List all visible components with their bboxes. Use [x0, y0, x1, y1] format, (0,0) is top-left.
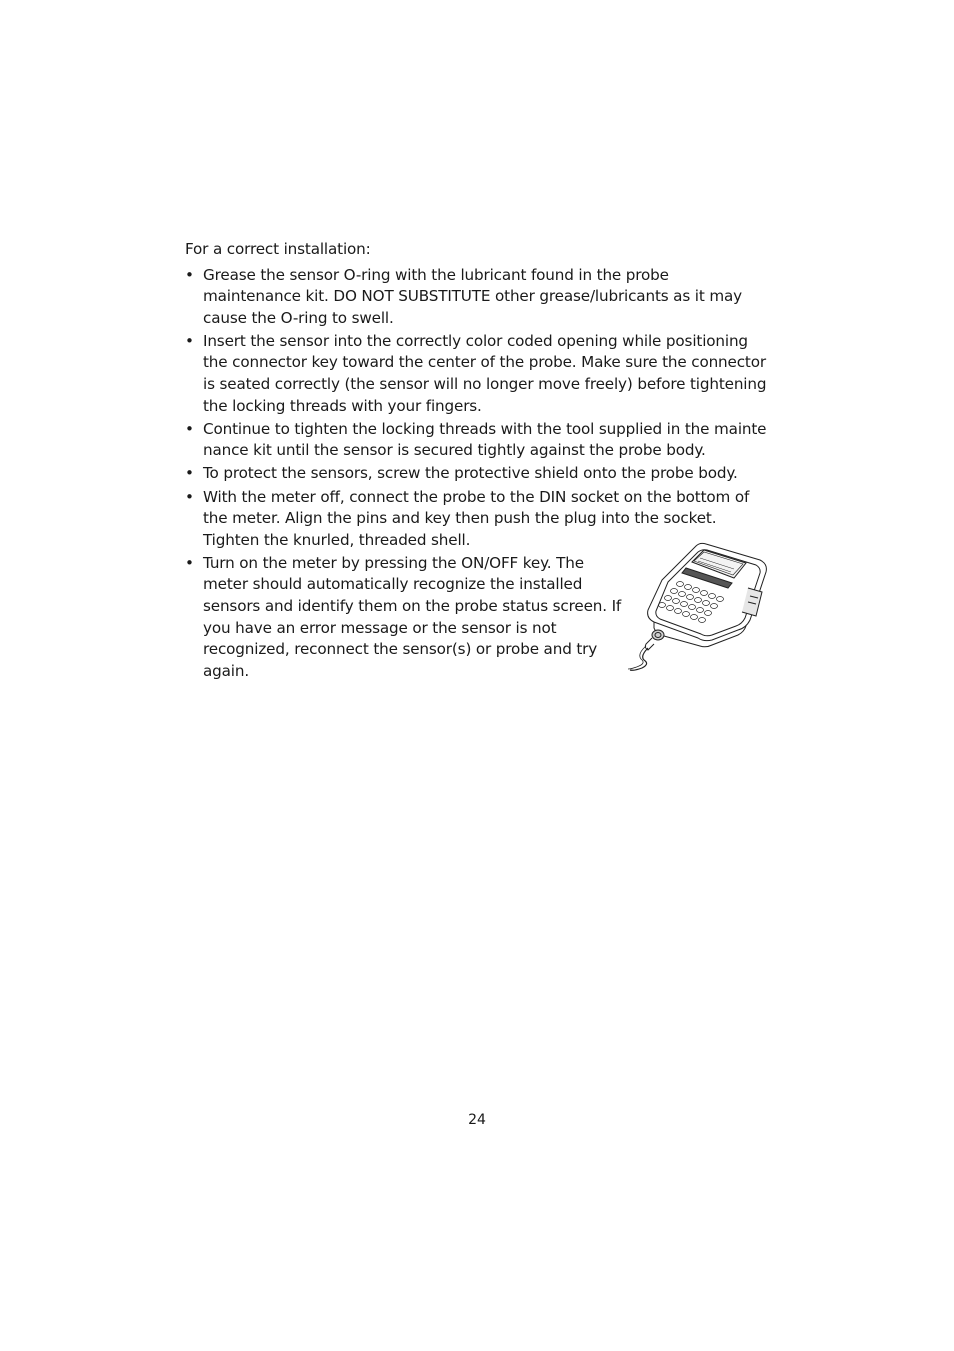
list-item-text: Insert the sensor into the correctly color coded opening while positioning the connector key toward the center of the probe. Make sure the connector is seated correctly (the sensor will no longer move freely) before tightening the locking threads with your fingers.: [203, 331, 767, 415]
bullet-icon: •: [185, 487, 194, 506]
list-item: [185, 463, 770, 485]
bullet-icon: •: [185, 419, 194, 438]
bullet-icon: •: [185, 265, 194, 284]
list-item: [185, 265, 770, 330]
list-item-text: To protect the sensors, screw the protective shield onto the probe body.: [203, 464, 738, 483]
list-item-text: Turn on the meter by pressing the ON/OFF key. The meter should automatically recognize the installed sensors and identify them on the probe status screen. If you have an error message or the sensor is not recognized, reconnect the sensor(s) or probe and try again.: [203, 553, 622, 680]
bullet-icon: •: [185, 331, 194, 350]
list-item: [185, 419, 770, 462]
bullet-icon: •: [185, 464, 194, 483]
list-item-text: Grease the sensor O-ring with the lubricant found in the probe maintenance kit. DO NOT SUBSTITUTE other grease/lubricants as it may cause the O-ring to swell.: [203, 265, 742, 327]
intro-text: For a correct installation:: [185, 240, 371, 258]
meter-drawing-icon: [624, 540, 770, 674]
handheld-meter-illustration: [624, 540, 770, 674]
bullet-icon: •: [185, 553, 194, 572]
list-item-text: Continue to tighten the locking threads with the tool supplied in the mainte nance kit until the sensor is secured tightly against the probe body.: [203, 419, 767, 460]
list-item-text: With the meter off, connect the probe to the DIN socket on the bottom of the meter. Align the pins and key then push the plug into the socket. Tighten the knurled, threaded shell.: [203, 487, 750, 549]
page-number: 24: [468, 1112, 486, 1128]
list-item: [185, 331, 770, 417]
